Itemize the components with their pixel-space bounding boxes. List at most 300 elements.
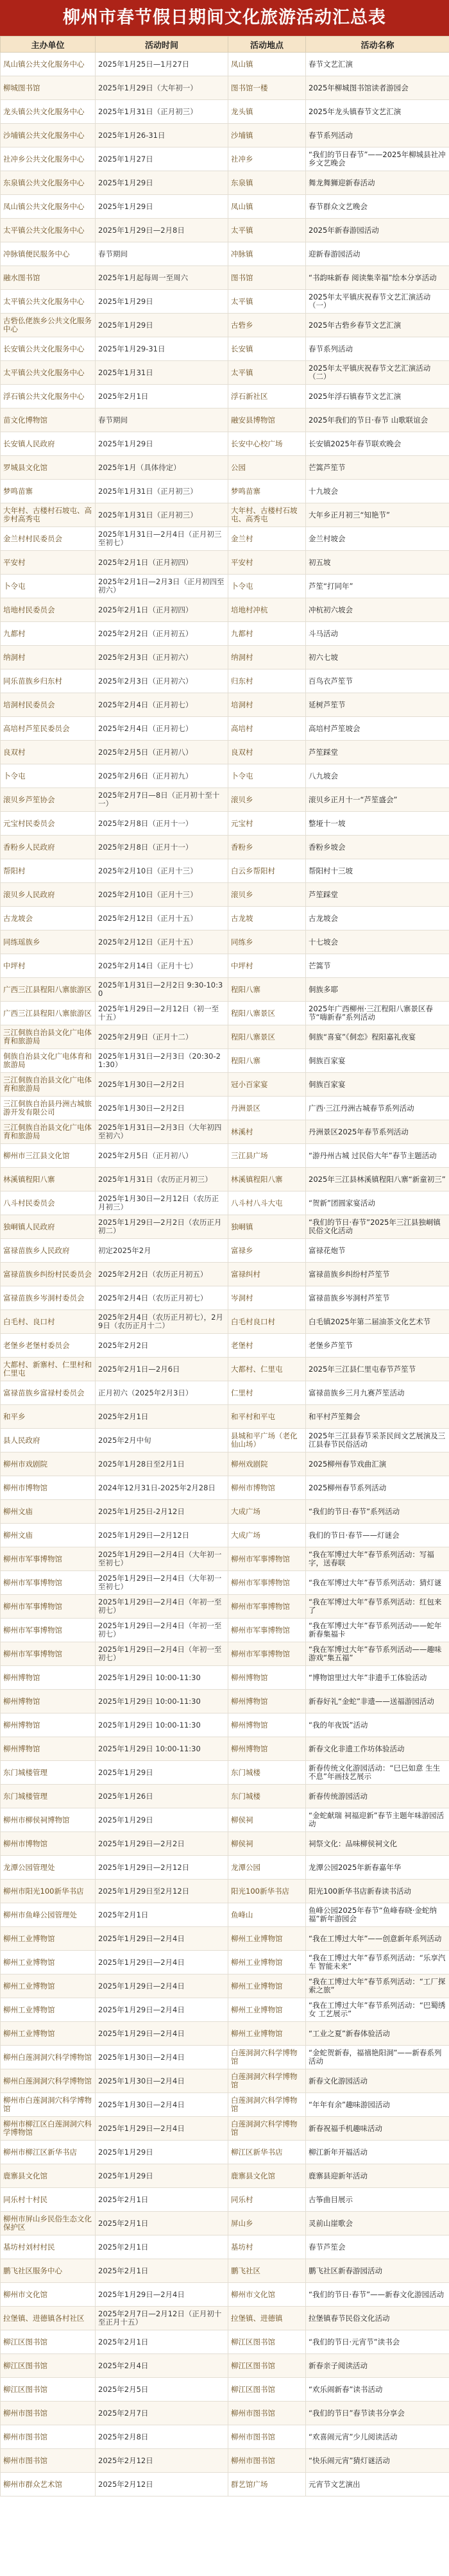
location-cell: 程阳八寨 <box>228 978 306 1002</box>
time-cell: 2025年1月29日 <box>96 2164 228 2188</box>
location-cell: 九都村 <box>228 622 306 646</box>
table-row <box>1 147 449 171</box>
location-cell: 龙潭公园 <box>228 1856 306 1880</box>
organizer-cell: 柳州博物馆 <box>1 1737 96 1761</box>
organizer-cell: 卜令屯 <box>1 575 96 598</box>
table-row <box>1 1856 449 1880</box>
activity-cell: “快乐闹元宵”猜灯谜活动 <box>306 2449 449 2473</box>
table-row <box>1 1737 449 1761</box>
organizer-cell: 卜令屯 <box>1 764 96 788</box>
table-row <box>1 907 449 930</box>
activity-cell: “博物馆里过大年”非遗手工体验活动 <box>306 1666 449 1690</box>
time-cell: 2025年2月4日 <box>96 2354 228 2378</box>
organizer-cell: 帮阳村 <box>1 859 96 883</box>
activity-cell: 白毛镇2025年第二届油茶文化艺术节 <box>306 1310 449 1334</box>
location-cell: 鹿寨县文化馆 <box>228 2164 306 2188</box>
time-cell: 2025年1月29日—2月4日（年初一至初七） <box>96 1595 228 1619</box>
activity-cell: 初六七坡 <box>306 646 449 669</box>
location-cell: 香粉乡 <box>228 836 306 859</box>
location-cell: 柳州市图书馆 <box>228 2425 306 2449</box>
time-cell: 2025年1月29-31日 <box>96 337 228 361</box>
table-row <box>1 1358 449 1381</box>
organizer-cell: 同乐苗族乡归东村 <box>1 669 96 693</box>
location-cell: 同练乡 <box>228 930 306 954</box>
activity-cell: “我在工博过大年”春节系列活动：“巴蜀绣女 工艺展示” <box>306 1998 449 2022</box>
time-cell: 正月初六（2025年2月3日） <box>96 1381 228 1405</box>
table-row <box>1 1239 449 1263</box>
organizer-cell: 广西三江县程阳八寨旅游区 <box>1 978 96 1002</box>
table-row <box>1 2259 449 2283</box>
organizer-cell: 太平镇公共文化服务中心 <box>1 361 96 385</box>
table-row <box>1 2117 449 2141</box>
activity-cell: 八九坡会 <box>306 764 449 788</box>
time-cell: 2025年1月29日（大年初一） <box>96 76 228 100</box>
time-cell: 2025年2月4日（正月初七） <box>96 717 228 741</box>
table-row <box>1 622 449 646</box>
table-row <box>1 2473 449 2496</box>
organizer-cell: 柳江区图书馆 <box>1 2354 96 2378</box>
time-cell: 2025年1月26日 <box>96 1785 228 1808</box>
activity-cell: 2025柳州春节系列活动 <box>306 1476 449 1500</box>
activity-cell: 阳光100新华书店新春读书活动 <box>306 1880 449 1903</box>
table-row <box>1 2022 449 2046</box>
organizer-cell: 三江侗族自治县文化广电体育和旅游局 <box>1 1120 96 1144</box>
table-row <box>1 242 449 266</box>
time-cell: 2025年2月14日（正月十七） <box>96 954 228 978</box>
table-row <box>1 1690 449 1713</box>
time-cell: 2025年2月7日—2月12日（正月初十至正月十五） <box>96 2307 228 2330</box>
activity-cell: 元宵节文艺演出 <box>306 2473 449 2496</box>
table-row <box>1 551 449 575</box>
activity-cell: 2025年古砦乡春节文艺汇演 <box>306 314 449 337</box>
activity-cell: 龙潭公园2025年新春嘉年华 <box>306 1856 449 1880</box>
activity-cell: 我们的节日·春节——灯谜会 <box>306 1524 449 1547</box>
organizer-cell: 柳州市图书馆 <box>1 2402 96 2425</box>
activity-cell: 老堡乡芦笙节 <box>306 1334 449 1358</box>
header-row <box>1 37 449 53</box>
activity-cell: “欢喜闹元宵”少儿阅读活动 <box>306 2425 449 2449</box>
location-cell: 太平镇 <box>228 361 306 385</box>
activity-cell: “我们的节日春节”——2025年柳城县社冲乡文艺晚会 <box>306 147 449 171</box>
location-cell: 柳江区新华书店 <box>228 2141 306 2164</box>
time-cell: 初定2025年2月 <box>96 1239 228 1263</box>
activity-cell: 侗族百家宴 <box>306 1049 449 1073</box>
organizer-cell: 大年村、古楼村石坡屯、高步村高秀屯 <box>1 503 96 527</box>
location-cell: 白莲洞洞穴科学博物馆 <box>228 2069 306 2093</box>
time-cell: 2025年1月29日—2月4日 <box>96 1974 228 1998</box>
location-cell: 柳侯祠 <box>228 1808 306 1832</box>
organizer-cell: 社冲乡公共文化服务中心 <box>1 147 96 171</box>
organizer-cell: 柳州文庙 <box>1 1500 96 1524</box>
table-row <box>1 717 449 741</box>
location-cell: 柳州博物馆 <box>228 1666 306 1690</box>
organizer-cell: 三江侗族自治县文化广电体育和旅游局 <box>1 1073 96 1097</box>
activity-cell: 新春文化非遗工作坊体验活动 <box>306 1737 449 1761</box>
location-cell: 东泉镇 <box>228 171 306 195</box>
time-cell: 2025年1月29日—2月4日 <box>96 1951 228 1974</box>
table-row <box>1 693 449 717</box>
organizer-cell: 柳州白莲洞洞穴科学博物馆 <box>1 2069 96 2093</box>
activity-cell: 和平村芦笙舞会 <box>306 1405 449 1429</box>
organizer-cell: 侗族自治县文化广电体育和旅游局 <box>1 1049 96 1073</box>
time-cell: 2025年2月1日—2月6日 <box>96 1358 228 1381</box>
activity-cell: 芒篙节 <box>306 954 449 978</box>
table-row <box>1 669 449 693</box>
organizer-cell: 白毛村、良口村 <box>1 1310 96 1334</box>
activity-cell: 春节系列活动 <box>306 124 449 147</box>
time-cell: 2025年1月31日（正月初三） <box>96 100 228 124</box>
location-cell: 柳州市博物馆 <box>228 1476 306 1500</box>
organizer-cell: 凤山镇公共文化服务中心 <box>1 195 96 219</box>
location-cell: 长安中心校广场 <box>228 432 306 456</box>
location-cell: 白莲洞洞穴科学博物馆 <box>228 2093 306 2117</box>
organizer-cell: 太平镇公共文化服务中心 <box>1 290 96 314</box>
activity-cell: 富禄苗族乡三月九赛芦笙活动 <box>306 1381 449 1405</box>
activity-cell: “我们的节日·春节”系列活动 <box>306 1500 449 1524</box>
organizer-cell: 柳州市军事博物馆 <box>1 1571 96 1595</box>
organizer-cell: 柳州市博物馆 <box>1 1476 96 1500</box>
location-cell: 柳州博物馆 <box>228 1737 306 1761</box>
location-cell: 老堡村 <box>228 1334 306 1358</box>
activity-cell: 斗马活动 <box>306 622 449 646</box>
organizer-cell: 良双村 <box>1 741 96 764</box>
table-row <box>1 527 449 551</box>
location-cell: 凤山镇 <box>228 195 306 219</box>
table-row <box>1 124 449 147</box>
location-cell: 柳州市军事博物馆 <box>228 1642 306 1666</box>
organizer-cell: 柳城图书馆 <box>1 76 96 100</box>
organizer-cell: 和平乡 <box>1 1405 96 1429</box>
table-row <box>1 1429 449 1452</box>
activity-cell: “金蛇献瑞 祠福迎新”春节主题年味游园活动 <box>306 1808 449 1832</box>
organizer-cell: 柳州工业博物馆 <box>1 1998 96 2022</box>
activity-cell: 广西·三江丹洲古城春节系列活动 <box>306 1097 449 1120</box>
organizer-cell: 柳江区图书馆 <box>1 2378 96 2402</box>
header-cell-location: 活动地点 <box>228 37 306 53</box>
time-cell: 2025年1月27日 <box>96 147 228 171</box>
location-cell: 柳州工业博物馆 <box>228 2022 306 2046</box>
activity-cell: 古龙坡会 <box>306 907 449 930</box>
table-row <box>1 1120 449 1144</box>
activity-cell: 灵前山崖歌会 <box>306 2212 449 2235</box>
table-row <box>1 1713 449 1737</box>
activity-cell: 2025年三江县春节采茶民间文艺展演及三江县春节民俗活动 <box>306 1429 449 1452</box>
table-row <box>1 2046 449 2069</box>
activity-cell: 侗族多耶 <box>306 978 449 1002</box>
location-cell: 基坊村 <box>228 2235 306 2259</box>
time-cell: 2025年2月12日 <box>96 2473 228 2496</box>
table-row <box>1 646 449 669</box>
organizer-cell: 柳州市鱼峰公园管理处 <box>1 1903 96 1927</box>
activity-cell: 祠祭文化：品味柳侯祠文化 <box>306 1832 449 1856</box>
time-cell: 2025年1月30日—2月2日 <box>96 1073 228 1097</box>
organizer-cell: 滚贝乡芦笙协会 <box>1 788 96 812</box>
activity-cell: 2025年三江县林溪镇程阳八寨“新童初三” <box>306 1168 449 1191</box>
organizer-cell: 八斗村民委员会 <box>1 1191 96 1215</box>
time-cell: 2025年1月31日（正月初三） <box>96 480 228 503</box>
activity-cell: “我的年夜饭”活动 <box>306 1713 449 1737</box>
table-row <box>1 266 449 290</box>
time-cell: 2025年2月4日（正月初七） <box>96 693 228 717</box>
organizer-cell: 富禄苗族乡富禄村委员会 <box>1 1381 96 1405</box>
activity-cell: 2025年浮石镇春节文艺汇演 <box>306 385 449 408</box>
organizer-cell: 同乐村十村民 <box>1 2188 96 2212</box>
location-cell: 富禄纠村 <box>228 1263 306 1286</box>
activity-cell: 冲杭初六坡会 <box>306 598 449 622</box>
table-row <box>1 1215 449 1239</box>
time-cell: 2025年2月2日（农历正月初五） <box>96 1263 228 1286</box>
organizer-cell: 柳州市军事博物馆 <box>1 1619 96 1642</box>
activity-cell: 2025年广西柳州·三江程阳八寨景区春节“嗨新春”系列活动 <box>306 1002 449 1025</box>
time-cell: 2025年1月29日 <box>96 1808 228 1832</box>
location-cell: 岑洞村 <box>228 1286 306 1310</box>
organizer-cell: 大都村、新寨村、仁里村和仁里屯 <box>1 1358 96 1381</box>
organizer-cell: 柳州市柳江区新华书店 <box>1 2141 96 2164</box>
table-row <box>1 2402 449 2425</box>
location-cell: 大都村、仁里屯 <box>228 1358 306 1381</box>
table-row <box>1 290 449 314</box>
activity-cell: 新春好礼“金蛇”非遗——送福游园活动 <box>306 1690 449 1713</box>
organizer-cell: 鹿寨县文化馆 <box>1 2164 96 2188</box>
activity-cell: 鱼峰公园2025年春节“鱼峰春晓·金蛇纳福”新年游园会 <box>306 1903 449 1927</box>
location-cell: 林溪镇程阳八寨 <box>228 1168 306 1191</box>
activity-cell: “我在军博过大年”春节系列活动——趣味游戏“集五福” <box>306 1642 449 1666</box>
table-row <box>1 456 449 480</box>
location-cell: 大年村、古楼村石坡屯、高秀屯 <box>228 503 306 527</box>
time-cell: 2025年1月30日—2月4日 <box>96 2046 228 2069</box>
activity-cell: 帮阳村十三坡 <box>306 859 449 883</box>
location-cell: 太平镇 <box>228 219 306 242</box>
time-cell: 2025年2月9日（正月十二） <box>96 1025 228 1049</box>
organizer-cell: 长安镇公共文化服务中心 <box>1 337 96 361</box>
activity-cell: 舞龙舞狮迎新春活动 <box>306 171 449 195</box>
activity-cell: “工业之夏”新春体验活动 <box>306 2022 449 2046</box>
time-cell: 2025年1月29日 <box>96 2141 228 2164</box>
location-cell: 社冲乡 <box>228 147 306 171</box>
organizer-cell: 古砦仫佬族乡公共文化服务中心 <box>1 314 96 337</box>
location-cell: 高培村 <box>228 717 306 741</box>
table-row <box>1 1025 449 1049</box>
table-row <box>1 1097 449 1120</box>
activity-cell: 柳江新年开福活动 <box>306 2141 449 2164</box>
location-cell: 纳洞村 <box>228 646 306 669</box>
location-cell: 八斗村八斗大屯 <box>228 1191 306 1215</box>
location-cell: 浮石新社区 <box>228 385 306 408</box>
table-row <box>1 385 449 408</box>
location-cell: 柳州市文化馆 <box>228 2283 306 2307</box>
organizer-cell: 柳州博物馆 <box>1 1690 96 1713</box>
location-cell: 柳侯祠 <box>228 1832 306 1856</box>
time-cell: 2025年1月29日—2月2日 <box>96 1832 228 1856</box>
activity-cell: 侗族“喜宴”《侗恋》程阳嘉礼夜宴 <box>306 1025 449 1049</box>
organizer-cell: 柳州工业博物馆 <box>1 2022 96 2046</box>
organizer-cell: 古龙坡会 <box>1 907 96 930</box>
organizer-cell: 柳州工业博物馆 <box>1 1951 96 1974</box>
organizer-cell: 富禄苗族乡岑洞村委员会 <box>1 1286 96 1310</box>
activity-cell: “我们的节日·春节”——新春文化游园活动 <box>306 2283 449 2307</box>
time-cell: 2025年2月10日（正月十三） <box>96 883 228 907</box>
location-cell: 丹洲景区 <box>228 1097 306 1120</box>
organizer-cell: 龙潭公园管理处 <box>1 1856 96 1880</box>
time-cell: 2025年2月1日（正月初四） <box>96 598 228 622</box>
table-row <box>1 575 449 598</box>
organizer-cell: 柳州市图书馆 <box>1 2425 96 2449</box>
organizer-cell: 鹏飞社区服务中心 <box>1 2259 96 2283</box>
table-row <box>1 76 449 100</box>
location-cell: 图书馆 <box>228 266 306 290</box>
organizer-cell: 滚贝乡人民政府 <box>1 883 96 907</box>
activity-cell: 富禄苗族乡纠纷村芦笙节 <box>306 1263 449 1286</box>
location-cell: 拉堡镇、进德镇 <box>228 2307 306 2330</box>
location-cell: 元宝村 <box>228 812 306 836</box>
organizer-cell: 柳州文庙 <box>1 1524 96 1547</box>
time-cell: 2025年2月1日 <box>96 1903 228 1927</box>
location-cell: 东门城楼 <box>228 1761 306 1785</box>
table-row <box>1 503 449 527</box>
location-cell: 梦鸣苗寨 <box>228 480 306 503</box>
location-cell: 程阳八寨景区 <box>228 1002 306 1025</box>
time-cell: 2025年1月29日—2月4日（年初一至初七） <box>96 1619 228 1642</box>
organizer-cell: 同练瑶族乡 <box>1 930 96 954</box>
table-row <box>1 1334 449 1358</box>
time-cell: 2025年2月2日（正月初五） <box>96 622 228 646</box>
location-cell: 平安村 <box>228 551 306 575</box>
organizer-cell: 纳洞村 <box>1 646 96 669</box>
location-cell: 和平村和平屯 <box>228 1405 306 1429</box>
activity-cell: “贺新”团圆家宴活动 <box>306 1191 449 1215</box>
time-cell: 2025年2月2日 <box>96 1334 228 1358</box>
activity-cell: 芦笙踩堂 <box>306 883 449 907</box>
table-row <box>1 1002 449 1025</box>
activity-cell: “我在军博过大年”春节系列活动：红包来了 <box>306 1595 449 1619</box>
time-cell: 2025年1月29日—2月12日 <box>96 1856 228 1880</box>
location-cell: 柳江区图书馆 <box>228 2378 306 2402</box>
location-cell: 图书馆一楼 <box>228 76 306 100</box>
time-cell: 2025年1月30日—2月12日（农历正月初三） <box>96 1191 228 1215</box>
organizer-cell: 梦鸣苗寨 <box>1 480 96 503</box>
time-cell: 2025年2月1日（正月初四） <box>96 551 228 575</box>
time-cell: 2024年12月31日-2025年2月28日 <box>96 1476 228 1500</box>
time-cell: 2025年1月29日 <box>96 432 228 456</box>
table-row <box>1 978 449 1002</box>
table-row <box>1 883 449 907</box>
table-row <box>1 1524 449 1547</box>
activity-cell: 新春亲子阅读活动 <box>306 2354 449 2378</box>
organizer-cell: 东门城楼管理 <box>1 1761 96 1785</box>
time-cell: 2025年1月29日—2月4日（大年初一至初七） <box>96 1547 228 1571</box>
time-cell: 2025年1月29日—2月8日 <box>96 219 228 242</box>
time-cell: 春节期间 <box>96 242 228 266</box>
time-cell: 2025年1月29日 10:00-11:30 <box>96 1666 228 1690</box>
organizer-cell: 柳州市群众艺术馆 <box>1 2473 96 2496</box>
location-cell: 良双村 <box>228 741 306 764</box>
time-cell: 2025年1月29日 <box>96 171 228 195</box>
time-cell: 2025年2月中旬 <box>96 1429 228 1452</box>
location-cell: 柳州市军事博物馆 <box>228 1619 306 1642</box>
time-cell: 2025年1月29日 10:00-11:30 <box>96 1713 228 1737</box>
activity-cell: 丹洲景区2025年春节系列活动 <box>306 1120 449 1144</box>
activity-cell: 2025年龙头镇春节文艺汇演 <box>306 100 449 124</box>
time-cell: 2025年2月3日（正月初六） <box>96 646 228 669</box>
location-cell: 金兰村 <box>228 527 306 551</box>
table-row <box>1 1049 449 1073</box>
time-cell: 2025年2月7日—8日（正月初十至十一） <box>96 788 228 812</box>
table-row <box>1 1880 449 1903</box>
location-cell: 鱼峰山 <box>228 1903 306 1927</box>
organizer-cell: 柳州市阳光100新华书店 <box>1 1880 96 1903</box>
table-row <box>1 598 449 622</box>
location-cell: 卜令屯 <box>228 575 306 598</box>
location-cell: 柳州博物馆 <box>228 1690 306 1713</box>
table-row <box>1 171 449 195</box>
location-cell: 滚贝乡 <box>228 883 306 907</box>
table-row <box>1 1381 449 1405</box>
activity-cell: 芦笙踩堂 <box>306 741 449 764</box>
time-cell: 2025年2月7日 <box>96 2402 228 2425</box>
location-cell: 群艺馆广场 <box>228 2473 306 2496</box>
time-cell: 2025年1月29日—2月4日（大年初一至初七） <box>96 1571 228 1595</box>
location-cell: 柳州工业博物馆 <box>228 1998 306 2022</box>
organizer-cell: 林溪镇程阳八寨 <box>1 1168 96 1191</box>
activity-cell: “书韵味新春 阅读集幸福”绘本分享活动 <box>306 266 449 290</box>
activity-cell: 新春传统游园活动 <box>306 1785 449 1808</box>
time-cell: 2025年1月25日-2月12日 <box>96 1500 228 1524</box>
activity-table <box>0 36 449 2496</box>
time-cell: 2025年1月29日 10:00-11:30 <box>96 1690 228 1713</box>
location-cell: 培地村冲杭 <box>228 598 306 622</box>
organizer-cell: 金兰村村民委员会 <box>1 527 96 551</box>
location-cell: 中坪村 <box>228 954 306 978</box>
location-cell: 融安县博物馆 <box>228 408 306 432</box>
organizer-cell: 长安镇人民政府 <box>1 432 96 456</box>
activity-cell: 芒篙芦笙节 <box>306 456 449 480</box>
organizer-cell: 中坪村 <box>1 954 96 978</box>
location-cell: 县城和平广场（老化仙山场） <box>228 1429 306 1452</box>
organizer-cell: 太平镇公共文化服务中心 <box>1 219 96 242</box>
organizer-cell: 柳州市博物馆 <box>1 1832 96 1856</box>
organizer-cell: 培地村民委员会 <box>1 598 96 622</box>
table-row <box>1 1144 449 1168</box>
table-row <box>1 788 449 812</box>
time-cell: 2025年1月29日—2月12日（初一至十五） <box>96 1002 228 1025</box>
time-cell: 2025年1月29日至2月12日 <box>96 1880 228 1903</box>
time-cell: 2025年1月31日（正月初三） <box>96 503 228 527</box>
table-row <box>1 337 449 361</box>
time-cell: 2025年1月29日—2月4日 <box>96 2283 228 2307</box>
time-cell: 2025年1月（具体待定） <box>96 456 228 480</box>
table-row <box>1 2378 449 2402</box>
activity-cell: 滚贝乡正月十一“芦笙盛会” <box>306 788 449 812</box>
location-cell: 柳州工业博物馆 <box>228 1974 306 1998</box>
activity-cell: “我在工博过大年”春节系列活动：“乐享汽车 智能未来” <box>306 1951 449 1974</box>
organizer-cell: 柳江区图书馆 <box>1 2330 96 2354</box>
activity-cell: 新春祝福手机趣味活动 <box>306 2117 449 2141</box>
organizer-cell: 柳州市柳江区白莲洞洞穴科学博物馆 <box>1 2117 96 2141</box>
table-row <box>1 480 449 503</box>
organizer-cell: 平安村 <box>1 551 96 575</box>
location-cell: 柳州市军事博物馆 <box>228 1547 306 1571</box>
activity-cell: 2025年三江县仁里屯春节芦笙节 <box>306 1358 449 1381</box>
time-cell: 2025年2月1日 <box>96 2259 228 2283</box>
table-row <box>1 195 449 219</box>
location-cell: 柳江区图书馆 <box>228 2330 306 2354</box>
table-row <box>1 1642 449 1666</box>
time-cell: 2025年2月3日（正月初六） <box>96 669 228 693</box>
location-cell: 东门城楼 <box>228 1785 306 1808</box>
time-cell: 2025年2月12日 <box>96 2449 228 2473</box>
table-row <box>1 1903 449 1927</box>
activity-cell: 古筝曲目展示 <box>306 2188 449 2212</box>
